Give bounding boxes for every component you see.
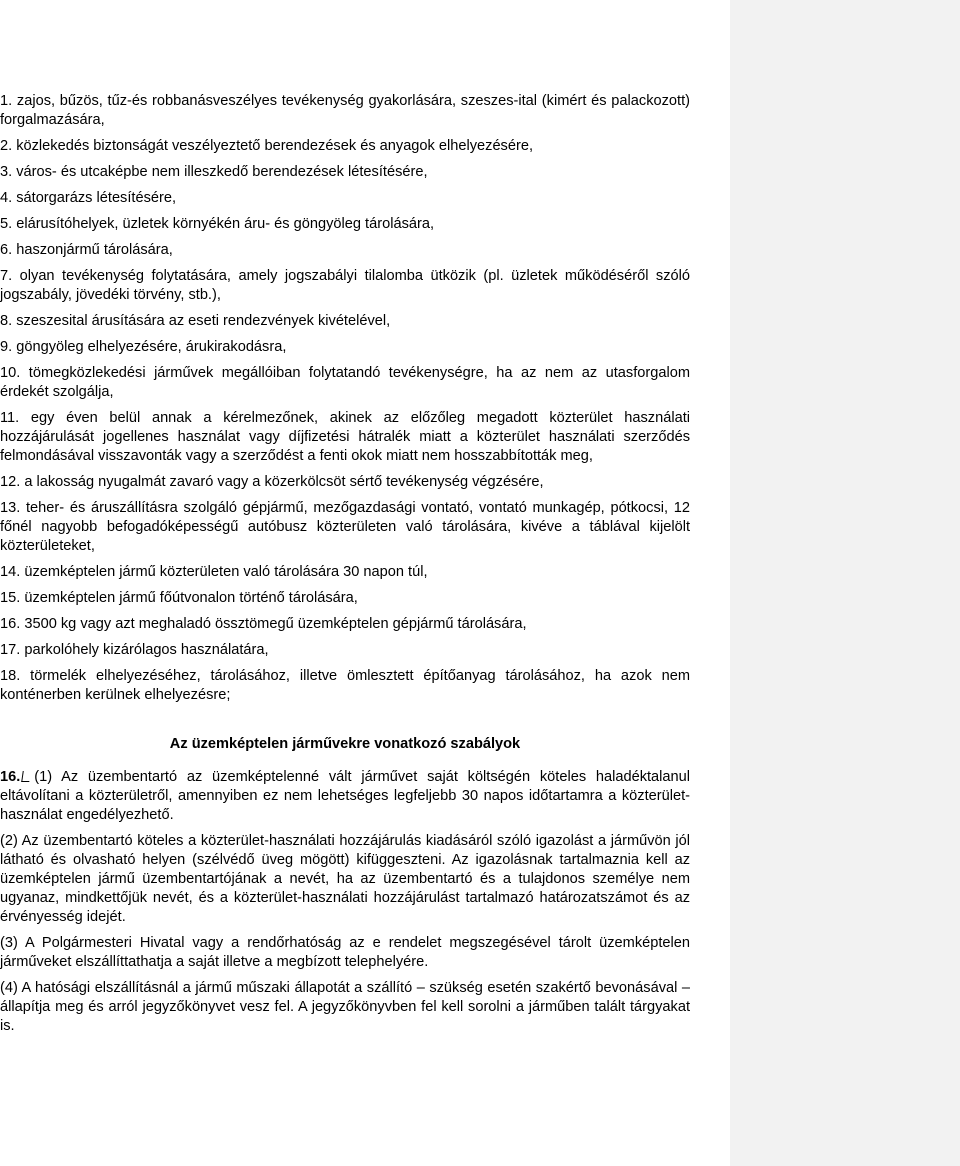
list-item: 7. olyan tevékenység folytatására, amely jogszabályi tilalomba ütközik (pl. üzletek működéséről szóló jogszabály, jövedéki törvény, stb.), [0,268,690,303]
list-item: 2. közlekedés biztonságát veszélyeztető berendezések és anyagok elhelyezésére, [0,138,533,154]
comment-pane [730,0,960,1166]
list-item: 5. elárusítóhelyek, üzletek környékén áru- és göngyöleg tárolására, [0,216,435,232]
list-item: 15. üzemképtelen jármű főútvonalon történő tárolására, [0,590,358,606]
list-item: 6. haszonjármű tárolására, [0,242,173,258]
section-number: 16. [0,769,21,785]
list-item: 9. göngyöleg elhelyezésére, árukirakodásra, [0,339,287,355]
document-body [0,92,690,1043]
list-item: 18. törmelék elhelyezéséhez, tárolásához, illetve ömlesztett építőanyag tárolásához, ha azok nem konténerben kerülnek elhelyezésre; [0,668,690,703]
section-paragraph-3: (3) A Polgármesteri Hivatal vagy a rendőrhatóság az e rendelet megszegésével tárolt üzemképtelen járműveket elszállíttathatja a saját illetve a megbízott telephelyére. [0,935,690,970]
section-heading: Az üzemképtelen járművekre vonatkozó szabályok [169,736,521,752]
list-item: 4. sátorgarázs létesítésére, [0,190,177,206]
list-item: 8. szeszesital árusítására az eseti rendezvények kivételével, [0,313,391,329]
section-paragraph-1 [0,768,690,825]
list-item: 11. egy éven belül annak a kérelmezőnek, akinek az előzőleg megadott közterület használati hozzájárulását jogellenes használat vagy díjfizetési hátralék miatt a közterület használati szerződés felmondásával visszavonták vagy a szerződést a fenti okok miatt nem hosszabbították meg, [0,410,690,464]
list-item: 10. tömegközlekedési járművek megállóiban folytatandó tevékenységre, ha az nem az utasforgalom érdekét szolgálja, [0,365,690,400]
section-paragraph-2: (2) Az üzembentartó köteles a közterület-használati hozzájárulás kiadásáról szóló igazolást a járművön jól látható és olvasható helyen (szélvédő üveg mögött) kifüggeszteni. Az igazolásnak tartalmaznia kell az üzemképtelen jármű üzembentartójának a nevét, ha az üzembentartó és a tulajdonos személye nem ugyanaz, mindkettőjük nevét, és a közterület-használati hozzájárulást tartalmazó határozatszámot és az érvényesség idejét. [0,833,690,925]
section-anchor-icon [22,771,30,782]
list-item: 14. üzemképtelen jármű közterületen való tárolására 30 napon túl, [0,564,428,580]
list-item: 3. város- és utcaképbe nem illeszkedő berendezések létesítésére, [0,164,428,180]
list-item: 1. zajos, bűzös, tűz-és robbanásveszélyes tevékenység gyakorlására, szeszes-ital (kimért és palackozott) forgalmazására, [0,93,690,128]
list-item: 16. 3500 kg vagy azt meghaladó össztömegű üzemképtelen gépjármű tárolására, [0,616,527,632]
list-item: 12. a lakosság nyugalmát zavaró vagy a közerkölcsöt sértő tevékenység végzésére, [0,474,544,490]
list-item: 17. parkolóhely kizárólagos használatára, [0,642,269,658]
section-paragraph-1-text: (1) Az üzembentartó az üzemképtelenné vált járművet saját költségén köteles haladéktalanul eltávolítani a közterületről, amennyiben ez nem lehetséges legfeljebb 30 napos időtartamra a közterület-használat engedélyezhető. [0,769,690,823]
list-item: 13. teher- és áruszállításra szolgáló gépjármű, mezőgazdasági vontató, vontató munkagép, pótkocsi, 12 főnél nagyobb befogadóképességű autóbusz közterületen való tárolására, kivéve a táblával kijelölt közterületeket, [0,500,690,554]
section-paragraph-4: (4) A hatósági elszállításnál a jármű műszaki állapotát a szállító – szükség esetén szakértő bevonásával – állapítja meg és arról jegyzőkönyvet vesz fel. A jegyzőkönyvben fel kell sorolni a járműben talált tárgyakat is. [0,980,690,1034]
